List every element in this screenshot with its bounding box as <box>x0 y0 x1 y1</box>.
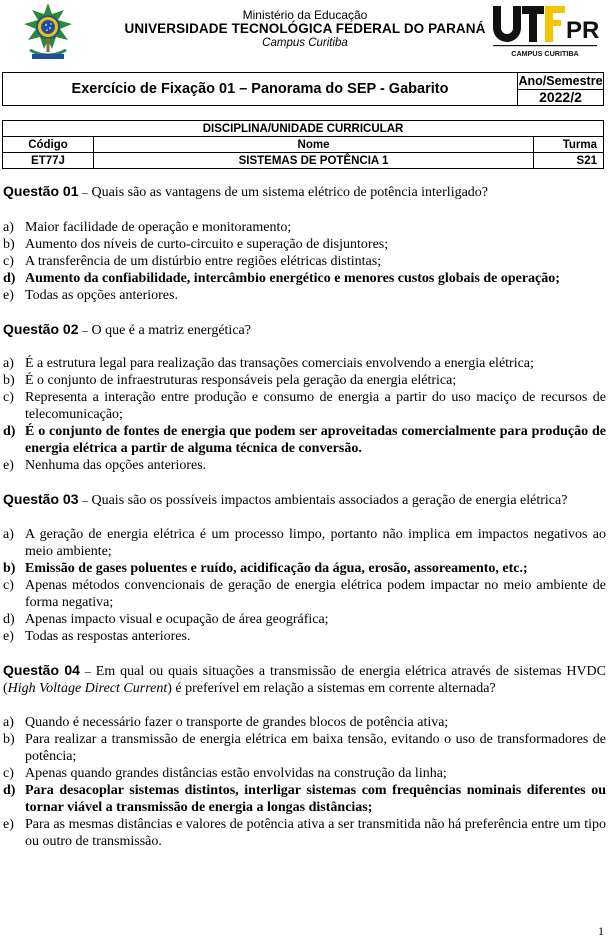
option-letter: d) <box>3 612 15 627</box>
option-letter: b) <box>3 373 15 388</box>
question-label: Questão 02 <box>3 321 79 337</box>
question-3 <box>0 491 608 645</box>
option-letter: b) <box>3 561 16 576</box>
option-letter: b) <box>3 732 15 747</box>
course-code: ET77J <box>3 153 94 169</box>
document-header <box>0 0 608 66</box>
question-dash: – <box>81 323 88 337</box>
option-letter: a) <box>3 527 14 542</box>
option-list <box>0 355 608 474</box>
option-text: Todas as opções anteriores. <box>25 288 178 303</box>
column-header-code: Código <box>3 137 94 153</box>
option-text: Apenas quando grandes distâncias estão envolvidas na construção da linha; <box>25 766 447 781</box>
question-text-italic: High Voltage Direct Current <box>7 681 168 696</box>
option-text: Aumento dos níveis de curto-circuito e superação de disjuntores; <box>25 237 389 252</box>
questions-section <box>0 183 608 850</box>
option-a <box>0 714 608 731</box>
option-text: Representa a interação entre produção e consumo de energia a partir do uso maciço de recursos de telecomunicação; <box>25 390 606 422</box>
column-header-class: Turma <box>534 137 604 153</box>
discipline-data-row <box>3 153 604 169</box>
option-c <box>0 253 608 270</box>
option-list <box>0 526 608 645</box>
option-a <box>0 355 608 372</box>
option-text: A transferência de um distúrbio entre regiões elétricas distintas; <box>25 254 382 269</box>
option-b <box>0 731 608 765</box>
question-dash: – <box>84 664 91 678</box>
option-letter: a) <box>3 715 14 730</box>
discipline-heading: DISCIPLINA/UNIDADE CURRICULAR <box>3 121 604 137</box>
option-d-correct <box>0 782 608 816</box>
option-text: É o conjunto de infraestruturas responsáveis pela geração da energia elétrica; <box>25 373 457 388</box>
option-b <box>0 236 608 253</box>
option-list <box>0 714 608 850</box>
option-letter: d) <box>3 271 16 286</box>
option-text: É o conjunto de fontes de energia que podem ser aproveitadas comercialmente para produção de energia elétrica a partir de alguma técnica de conversão. <box>25 424 606 456</box>
question-text: Quais são as vantagens de um sistema elétrico de potência interligado? <box>91 185 489 200</box>
option-letter: d) <box>3 783 16 798</box>
option-d-correct <box>0 270 608 287</box>
option-letter: a) <box>3 356 14 371</box>
option-e <box>0 457 608 474</box>
question-1 <box>0 183 608 304</box>
option-text: Emissão de gases poluentes e ruído, acidificação da água, erosão, assoreamento, etc.; <box>25 561 528 576</box>
option-text: Maior facilidade de operação e monitoramento; <box>25 220 292 235</box>
option-d-correct <box>0 423 608 457</box>
svg-text:PR: PR <box>566 17 599 44</box>
question-title <box>0 321 608 339</box>
question-title <box>0 491 608 509</box>
university-name: UNIVERSIDADE TECNOLÓGICA FEDERAL DO PARANÁ <box>124 21 486 36</box>
option-text: Todas as respostas anteriores. <box>25 629 191 644</box>
option-letter: e) <box>3 629 14 644</box>
option-letter: e) <box>3 817 14 832</box>
question-label: Questão 04 <box>3 662 80 678</box>
option-text: Quando é necessário fazer o transporte de grandes blocos de potência ativa; <box>25 715 449 730</box>
option-c <box>0 389 608 423</box>
campus-name: Campus Curitiba <box>262 37 348 49</box>
question-title <box>0 183 608 201</box>
brazil-coat-of-arms-icon <box>22 2 74 62</box>
utfpr-logo <box>491 2 599 60</box>
option-text: A geração de energia elétrica é um processo limpo, portanto não implica em impactos negativos ao meio ambiente; <box>25 527 606 559</box>
discipline-heading-row <box>3 121 604 137</box>
question-text: O que é a matriz energética? <box>91 323 251 338</box>
option-e <box>0 287 608 304</box>
ministry-name: Ministério da Educação <box>242 8 368 22</box>
question-dash: – <box>81 185 88 199</box>
utfpr-logo-campus: CAMPUS CURITIBA <box>511 49 579 58</box>
discipline-table <box>2 120 604 169</box>
option-c <box>0 577 608 611</box>
option-letter: a) <box>3 220 14 235</box>
semester-value: 2022/2 <box>539 89 582 105</box>
question-dash: – <box>81 493 88 507</box>
option-b-correct <box>0 560 608 577</box>
utfpr-logo-mark <box>491 2 599 60</box>
question-label: Questão 03 <box>3 491 79 507</box>
column-header-name: Nome <box>94 137 534 153</box>
question-text: Quais são os possíveis impactos ambientais associados a geração de energia elétrica? <box>91 493 568 508</box>
option-text: Para as mesmas distâncias e valores de potência ativa a ser transmitida não há preferência entre um tipo ou outro de transmissão. <box>25 817 606 849</box>
option-letter: d) <box>3 424 16 439</box>
option-text: É a estrutura legal para realização das transações comerciais envolvendo a energia elétrica; <box>25 356 534 371</box>
course-name: SISTEMAS DE POTÊNCIA 1 <box>94 153 534 169</box>
option-a <box>0 526 608 560</box>
option-letter: e) <box>3 288 14 303</box>
option-text: Nenhuma das opções anteriores. <box>25 458 207 473</box>
option-e <box>0 628 608 645</box>
option-letter: b) <box>3 237 15 252</box>
option-letter: c) <box>3 254 14 269</box>
page-number: 1 <box>598 924 604 938</box>
semester-label: Ano/Semestre <box>518 74 603 88</box>
option-text: Para realizar a transmissão de energia elétrica em baixa tensão, evitando o uso de transformadores de potência; <box>25 732 606 764</box>
course-class: S21 <box>534 153 604 169</box>
option-letter: c) <box>3 390 14 405</box>
option-text: Apenas impacto visual e ocupação de área geográfica; <box>25 612 329 627</box>
option-a <box>0 219 608 236</box>
document-title: Exercício de Fixação 01 – Panorama do SEP - Gabarito <box>3 73 518 105</box>
option-list <box>0 219 608 304</box>
option-letter: c) <box>3 766 14 781</box>
option-b <box>0 372 608 389</box>
question-2 <box>0 321 608 474</box>
option-text: Apenas métodos convencionais de geração de energia elétrica podem impactar no meio ambiente de forma negativa; <box>25 578 606 610</box>
option-letter: e) <box>3 458 14 473</box>
option-d <box>0 611 608 628</box>
question-text: Em qual ou quais situações a transmissão de energia elétrica através de sistemas HVDC ( <box>3 664 606 696</box>
option-e <box>0 816 608 850</box>
option-text: Aumento da confiabilidade, intercâmbio energético e menores custos globais de operação; <box>25 271 560 286</box>
option-letter: c) <box>3 578 14 593</box>
question-label: Questão 01 <box>3 183 79 199</box>
question-title <box>0 662 608 697</box>
discipline-header-row <box>3 137 604 153</box>
option-c <box>0 765 608 782</box>
title-box <box>2 72 604 106</box>
question-4 <box>0 662 608 850</box>
question-text-end: ) é preferível em relação a sistemas em corrente alternada? <box>167 681 496 696</box>
option-text: Para desacoplar sistemas distintos, interligar sistemas com frequências nominais diferentes ou tornar viável a transmissão de energia a longas distâncias; <box>25 783 606 815</box>
